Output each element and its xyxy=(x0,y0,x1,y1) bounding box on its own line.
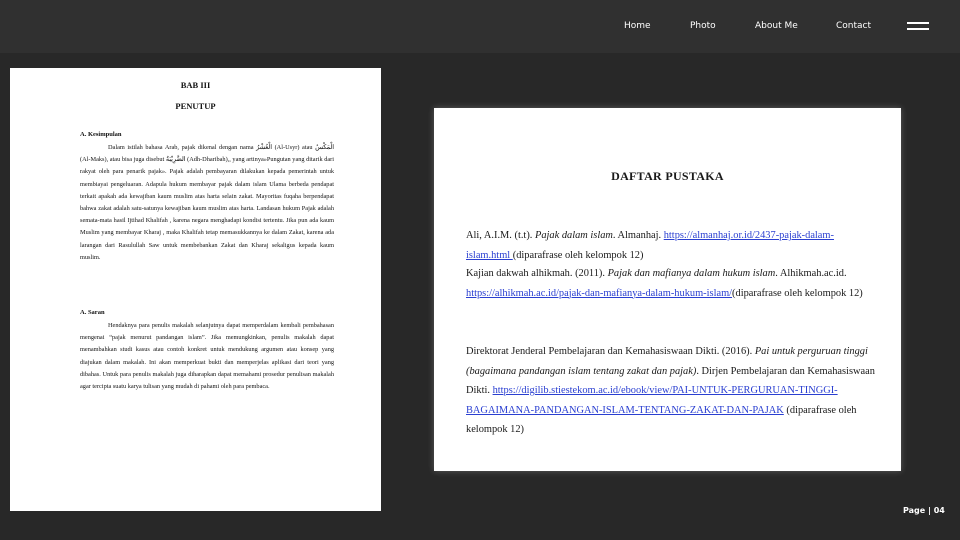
ref1-note: (diparafrase oleh kelompok 12) xyxy=(512,249,644,261)
main-nav xyxy=(0,0,960,53)
reference-entry-1 xyxy=(466,226,876,265)
nav-photo-link[interactable]: Photo xyxy=(690,21,716,31)
ref2-note: (diparafrase oleh kelompok 12) xyxy=(732,287,863,299)
hamburger-menu-icon[interactable] xyxy=(907,22,929,32)
section-heading-conclusion: A. Kesimpulan xyxy=(80,131,122,138)
ref2-title: Pajak dan mafianya dalam hukum islam xyxy=(607,268,776,279)
bibliography-title: DAFTAR PUSTAKA xyxy=(611,169,724,183)
document-page-conclusion xyxy=(10,68,381,511)
nav-home-link[interactable]: Home xyxy=(624,21,651,31)
ref3-note: (diparafrase oleh kelompok 12) xyxy=(466,404,857,435)
ref1-link[interactable]: https://almanhaj.or.id/2437-pajak-dalam-islam.html xyxy=(466,230,834,261)
ref3-link[interactable]: https://digilib.stiestekom.ac.id/ebook/view/PAI-UNTUK-PERGURUAN-TINGGI-BAGAIMANA-PANDANGAN-ISLAM-TENTANG-ZAKAT-DAN-PAJAK xyxy=(466,385,838,416)
ref3-title: Pai untuk perguruan tinggi (bagaimana pandangan islam tentang zakat dan pajak) xyxy=(466,346,868,377)
page-number: Page | 04 xyxy=(903,506,945,515)
ref1-title: Pajak dalam islam xyxy=(534,230,613,241)
ref3-author: Direktorat Jenderal Pembelajaran dan Kemahasiswaan Dikti. (2016). xyxy=(466,346,755,357)
nav-about-link[interactable]: About Me xyxy=(755,21,798,31)
nav-contact-link[interactable]: Contact xyxy=(836,21,872,31)
document-page-bibliography xyxy=(434,108,901,471)
ref1-author: Ali, A.I.M. (t.t). xyxy=(466,230,535,241)
ref2-publisher: . Alhikmah.ac.id. xyxy=(775,268,847,279)
chapter-title: PENUTUP xyxy=(175,101,216,111)
hamburger-line-bottom xyxy=(907,28,929,30)
section-heading-suggestion: A. Saran xyxy=(80,309,105,316)
chapter-heading: BAB III xyxy=(180,80,211,90)
ref3-publisher: . Dirjen Pembelajaran dan Kemahasiswaan Dikti. xyxy=(466,365,875,396)
conclusion-paragraph: Dalam istilah bahasa Arab, pajak dikenal dengan nama الْعُشْرُ (Al-Usyr) atau الْمَكْسُ (Al-Maks), atau bisa juga disebut الضَّرِيْبَةُ (Adh-Dharibah),, yang artinya»Pungutan yang ditarik dari rakyat oleh para penarik pajak». Pajak adalah pembayaran dilakukan kepada pemerintah untuk membiayai pengeluaran. Adapula hukum membayar pajak dalam islam Ulama berbeda pendapat terkait apakah ada kewajiban kaum muslim atas harta selain zakat. Mayoritas fuqaha berpendapat bahwa zakat adalah satu-satunya kewajiban kaum muslim atas harta. Landasan hukum Pajak adalah semata-mata hasil Ijtihad Khalifah , karena negara menghadapi kondisi tertentu. Jika pun ada kaum Muslim yang membayar Kharaj , maka Khalifah tetap memasukkannya ke dalam Zakat, karena ada larangan dari Rasulullah Saw untuk membebankan Zakat dan Kharaj sekaligus kepada kaum muslim. xyxy=(80,144,334,261)
reference-entry-2 xyxy=(466,264,876,303)
reference-entry-3 xyxy=(466,342,876,440)
ref1-publisher: . Almanhaj. xyxy=(612,230,664,241)
ref2-author: Kajian dakwah alhikmah. (2011). xyxy=(466,268,608,279)
hamburger-line-top xyxy=(907,22,929,24)
ref2-link[interactable]: https://alhikmah.ac.id/pajak-dan-mafianya-dalam-hukum-islam/ xyxy=(466,287,733,299)
suggestion-paragraph: Hendaknya para penulis makalah selanjutnya dapat memperdalam kembali pembahasan mengenai “pajak menurut pandangan islam”. Jika memungkinkan, penulis makalah dapat menambahkan studi kasus atau contoh konkret untuk mendukung argumen atau konsep yang diajukan dalam makalah. Ini akan memperkuat bukti dan memperjelas aplikasi dari teori yang dibahas. Untuk para penulis makalah juga diharapkan dapat memahami prosedur penulisan makalah agar tercipta suatu karya tulisan yang mudah di pahami oleh para pembaca. xyxy=(80,322,334,391)
